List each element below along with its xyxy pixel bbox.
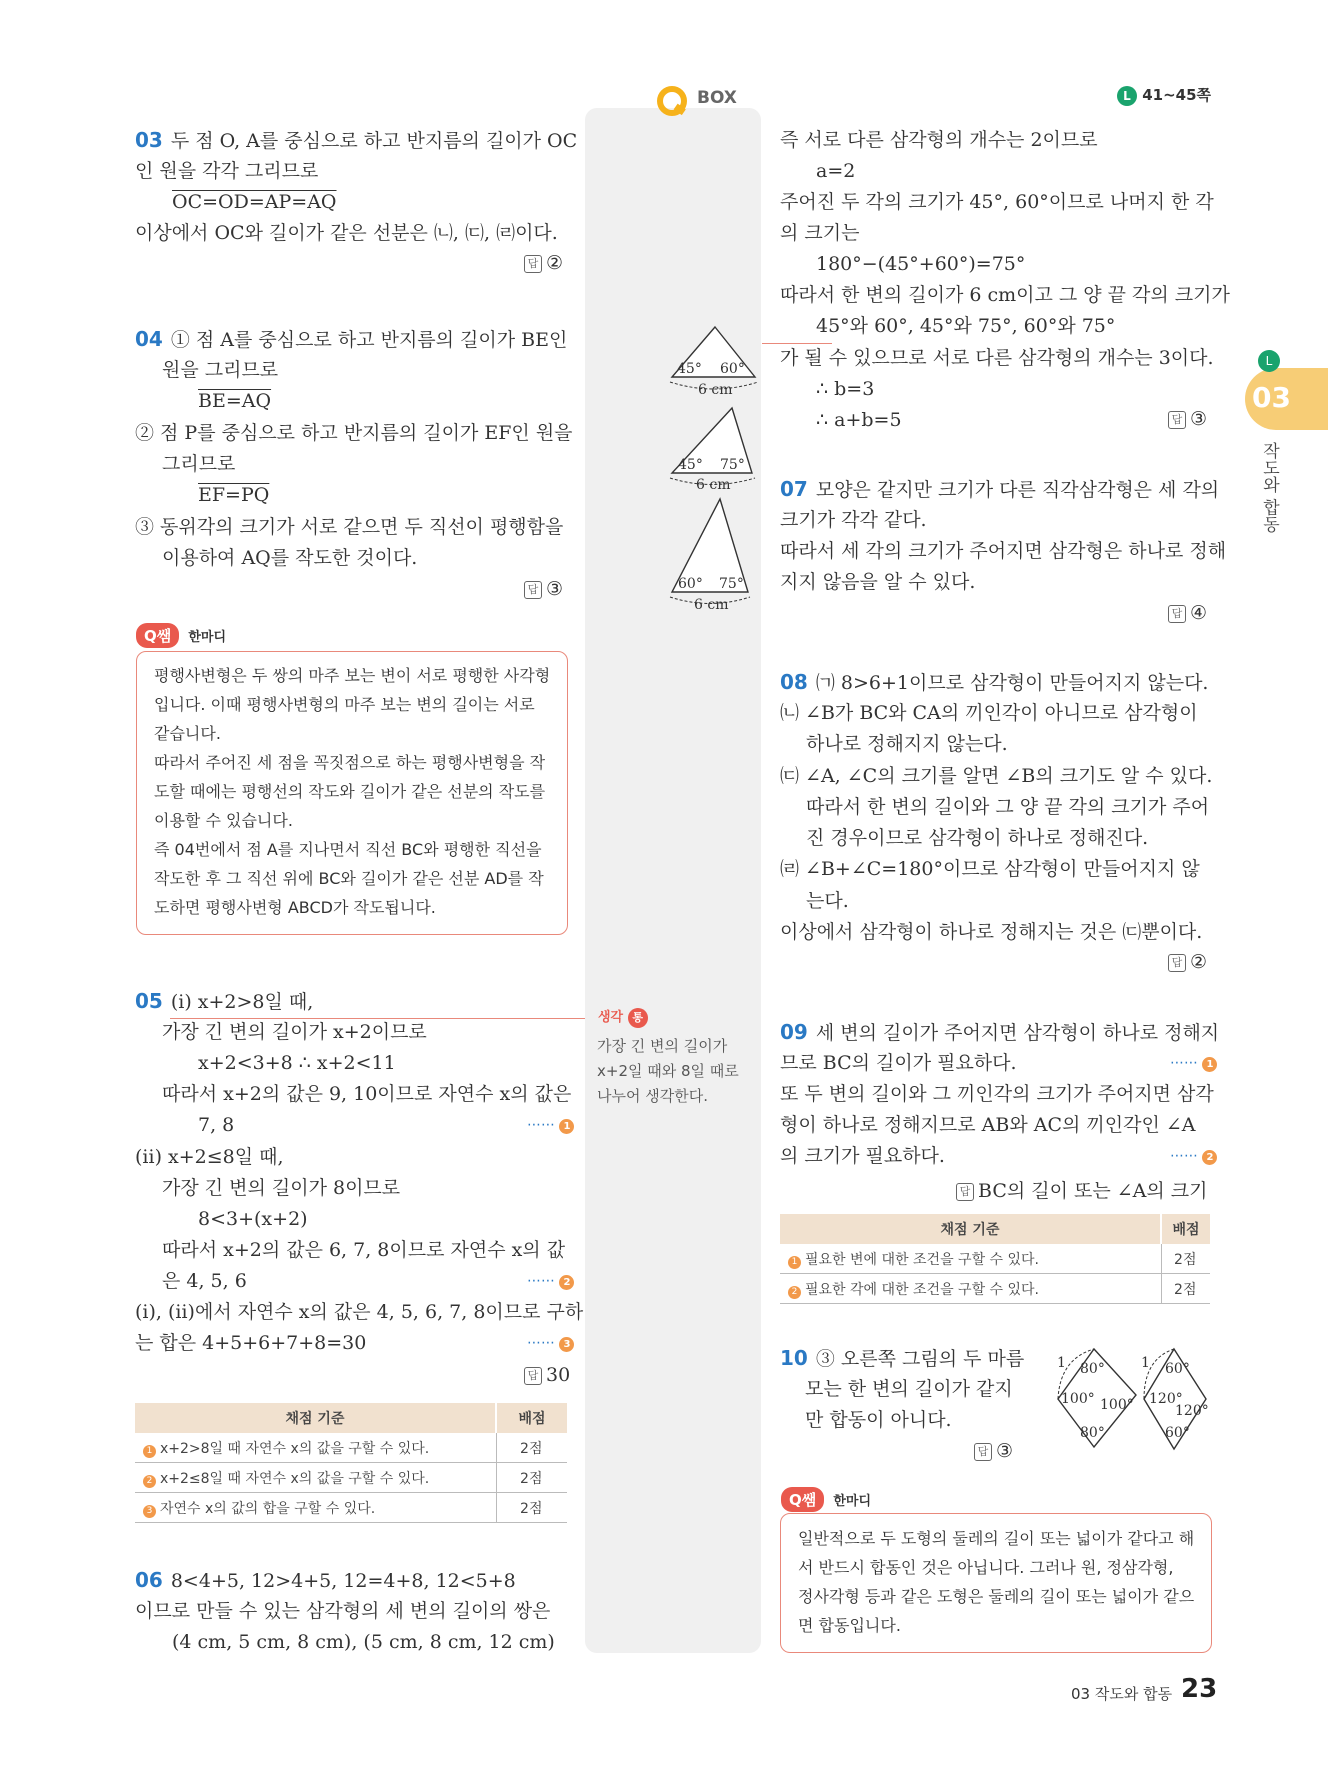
p05-line5: 7, 8 [198, 1114, 235, 1136]
think-line: 나누어 생각한다. [597, 1087, 708, 1105]
rhombus-figure-1 [1050, 1345, 1142, 1455]
svg-text:60°: 60° [1165, 1361, 1190, 1377]
p07-line3: 따라서 세 각의 크기가 주어지면 삼각형은 하나로 정해 [780, 540, 1227, 562]
svg-text:120°: 120° [1175, 1403, 1209, 1419]
tip1-line: 같습니다. [154, 724, 221, 743]
svg-text:6 cm: 6 cm [698, 382, 733, 398]
tip2-line: 일반적으로 두 도형의 둘레의 길이 또는 넓이가 같다고 해 [798, 1529, 1195, 1548]
svg-text:100°: 100° [1061, 1391, 1095, 1407]
triangle-figure-1 [660, 322, 760, 400]
p04-line5: 그리므로 [162, 453, 236, 475]
p06c-line3: 주어진 두 각의 크기가 45°, 60°이므로 나머지 한 각 [780, 191, 1214, 213]
svg-text:120°: 120° [1149, 1391, 1183, 1407]
p07-line1: 07 모양은 같지만 크기가 다른 직각삼각형은 세 각의 [780, 477, 1220, 501]
answer-icon: 답 [974, 1443, 992, 1461]
score-head-points: 배점 [496, 1403, 567, 1433]
p03-line1: 03 두 점 O, A를 중심으로 하고 반지름의 길이가 OC [135, 128, 578, 152]
p06-answer: 답 ③ [1168, 408, 1207, 430]
table-row: 2 x+2≤8일 때 자연수 x의 값을 구할 수 있다. 2점 [135, 1463, 567, 1493]
p08-line5: 따라서 한 변의 길이와 그 양 끝 각의 크기가 주어 [806, 796, 1210, 818]
p10-line1: 10 ③ 오른쪽 그림의 두 마름 [780, 1346, 1025, 1370]
tip1-line: 평행사변형은 두 쌍의 마주 보는 변이 서로 평행한 사각형 [154, 666, 551, 685]
svg-text:75°: 75° [720, 457, 745, 473]
p05-connector-line [170, 1018, 585, 1019]
answer-icon: 답 [1168, 411, 1186, 429]
p04-line4: ② 점 P를 중심으로 하고 반지름의 길이가 EF인 원을 [135, 422, 573, 444]
score-head-criteria: 채점 기준 [135, 1403, 496, 1433]
p09-line3: 또 두 변의 길이와 그 끼인각의 크기가 주어지면 삼각 [780, 1083, 1214, 1105]
q-logo-icon [655, 84, 691, 120]
svg-text:80°: 80° [1080, 1361, 1105, 1377]
page-range: L 41~45쪽 [1117, 84, 1211, 106]
p05-line1: 05 (ⅰ) x+2>8일 때, [135, 989, 314, 1013]
p08-line4: ㈂ ∠A, ∠C의 크기를 알면 ∠B의 크기도 알 수 있다. [780, 765, 1213, 787]
tip2-line: 서 반드시 합동인 것은 아닙니다. 그러나 원, 정삼각형, [798, 1558, 1174, 1577]
tip2-line: 면 합동입니다. [798, 1616, 901, 1635]
p09-line5: 의 크기가 필요하다. [780, 1145, 945, 1167]
p09-step1: ⋯⋯ 1 [1170, 1055, 1217, 1072]
p06-line1: 06 8<4+5, 12>4+5, 12=4+8, 12<5+8 [135, 1568, 516, 1592]
p07-answer: 답 ④ [1168, 602, 1207, 624]
p05-answer: 답 30 [524, 1364, 570, 1386]
p06c-line6: 따라서 한 변의 길이가 6 cm이고 그 양 끝 각의 크기가 [780, 284, 1230, 306]
p07-line4: 지지 않음을 알 수 있다. [780, 571, 976, 593]
tip2-badge: Q쌤 [781, 1487, 824, 1512]
svg-text:100°: 100° [1100, 1397, 1134, 1413]
table-row: 3 자연수 x의 값의 합을 구할 수 있다. 2점 [135, 1493, 567, 1523]
box-label: BOX [697, 88, 737, 108]
p06-line2: 이므로 만들 수 있는 삼각형의 세 변의 길이의 쌍은 [135, 1600, 551, 1622]
tip1-line: 따라서 주어진 세 점을 꼭짓점으로 하는 평행사변형을 작 [154, 753, 546, 772]
p05-line10: 은 4, 5, 6 [162, 1270, 247, 1292]
p03-answer: 답 ② [524, 252, 563, 274]
p06c-line4: 의 크기는 [780, 222, 860, 244]
answer-icon: 답 [956, 1183, 974, 1201]
triangle-connector-line [762, 343, 832, 344]
svg-text:80°: 80° [1080, 1425, 1105, 1441]
answer-icon: 답 [1168, 605, 1186, 623]
p05-line12: 는 합은 4+5+6+7+8=30 [135, 1332, 367, 1354]
svg-text:60°: 60° [1165, 1425, 1190, 1441]
svg-text:75°: 75° [719, 576, 744, 592]
p04-line7: ③ 동위각의 크기가 서로 같으면 두 직선이 평행함을 [135, 516, 564, 538]
p05-line4: 따라서 x+2의 값은 9, 10이므로 자연수 x의 값은 [162, 1083, 572, 1105]
p04-answer: 답 ③ [524, 578, 563, 600]
p06c-line9: ∴ b=3 [816, 378, 875, 400]
p06c-line2: a=2 [816, 160, 856, 182]
answer-icon: 답 [524, 255, 542, 273]
tip1-line: 이용할 수 있습니다. [154, 811, 293, 830]
think-line: 가장 긴 변의 길이가 [597, 1037, 728, 1055]
svg-text:1: 1 [1057, 1355, 1066, 1371]
qbox-header [655, 84, 737, 124]
p06c-line5: 180°−(45°+60°)=75° [816, 253, 1026, 275]
p03-line3: OC=OD=AP=AQ [172, 191, 337, 213]
lesson-icon: L [1117, 86, 1137, 106]
table-row: 1 필요한 변에 대한 조건을 구할 수 있다. 2점 [780, 1244, 1210, 1274]
p04-line1: 04 ① 점 A를 중심으로 하고 반지름의 길이가 BE인 [135, 327, 568, 351]
p07-line2: 크기가 각각 같다. [780, 509, 927, 531]
svg-text:45°: 45° [678, 457, 703, 473]
triangle-figure-2 [660, 405, 760, 493]
p09-line2: 므로 BC의 길이가 필요하다. [780, 1052, 1017, 1074]
p10-answer: 답 ③ [974, 1440, 1013, 1462]
footer-chapter: 03 작도와 합동 [1071, 1685, 1173, 1703]
tip2-title: 한마디 [833, 1494, 872, 1509]
svg-text:45°: 45° [677, 361, 702, 377]
p06-line3: (4 cm, 5 cm, 8 cm), (5 cm, 8 cm, 12 cm) [172, 1631, 555, 1653]
p09-answer: 답 BC의 길이 또는 ∠A의 크기 [956, 1176, 1207, 1203]
score-table-09 [780, 1214, 1210, 1304]
think-line: x+2일 때와 8일 때로 [597, 1062, 739, 1080]
svg-text:6 cm: 6 cm [696, 477, 731, 493]
p04-line2: 원을 그리므로 [162, 359, 279, 381]
p09-line1: 09 세 변의 길이가 주어지면 삼각형이 하나로 정해지 [780, 1020, 1220, 1044]
tip1-line: 즉 04번에서 점 A를 지나면서 직선 BC와 평행한 직선을 [154, 840, 542, 859]
p10-line2: 모는 한 변의 길이가 같지 [805, 1378, 1013, 1400]
p05-line11: (ⅰ), (ⅱ)에서 자연수 x의 값은 4, 5, 6, 7, 8이므로 구하 [135, 1301, 584, 1323]
chapter-tab-lesson-icon: L [1258, 350, 1280, 372]
chapter-tab-number: 03 [1252, 381, 1291, 414]
p08-line6: 진 경우이므로 삼각형이 하나로 정해진다. [806, 827, 1149, 849]
p05-line2: 가장 긴 변의 길이가 x+2이므로 [162, 1021, 427, 1043]
rhombus-figure-2 [1140, 1345, 1220, 1455]
p04-line8: 이용하여 AQ를 작도한 것이다. [162, 547, 418, 569]
p06c-line8: 가 될 수 있으므로 서로 다른 삼각형의 개수는 3이다. [780, 347, 1214, 369]
answer-icon: 답 [524, 581, 542, 599]
p05-line9: 따라서 x+2의 값은 6, 7, 8이므로 자연수 x의 값 [162, 1239, 566, 1261]
tip1-header [136, 623, 226, 648]
tip1-line: 작도한 후 그 직선 위에 BC와 길이가 같은 선분 AD를 작 [154, 869, 544, 888]
p06c-line1: 즉 서로 다른 삼각형의 개수는 2이므로 [780, 129, 1098, 151]
p08-line3: 하나로 정해지지 않는다. [806, 733, 1008, 755]
table-row: 1 x+2>8일 때 자연수 x의 값을 구할 수 있다. 2점 [135, 1433, 567, 1463]
p05-line3: x+2<3+8 ∴ x+2<11 [198, 1052, 396, 1074]
p05-line7: 가장 긴 변의 길이가 8이므로 [162, 1177, 401, 1199]
table-row: 2 필요한 각에 대한 조건을 구할 수 있다. 2점 [780, 1274, 1210, 1304]
p03-line4: 이상에서 OC와 길이가 같은 선분은 ㈁, ㈂, ㈃이다. [135, 222, 558, 244]
p05-step2: ⋯⋯ 2 [527, 1273, 574, 1290]
p06c-line10: ∴ a+b=5 [816, 409, 902, 431]
svg-text:60°: 60° [678, 576, 703, 592]
score-head-points: 배점 [1161, 1214, 1210, 1244]
score-head-criteria: 채점 기준 [780, 1214, 1161, 1244]
p10-line3: 만 합동이 아니다. [805, 1409, 952, 1431]
svg-text:60°: 60° [720, 361, 745, 377]
score-table-05 [135, 1403, 567, 1523]
chapter-tab-title: 작도와 합동 [1259, 442, 1279, 533]
p08-line9: 이상에서 삼각형이 하나로 정해지는 것은 ㈂뿐이다. [780, 921, 1203, 943]
p08-answer: 답 ② [1168, 951, 1207, 973]
p03-line2: 인 원을 각각 그리므로 [135, 160, 319, 182]
p05-line8: 8<3+(x+2) [198, 1208, 308, 1230]
svg-text:6 cm: 6 cm [694, 597, 729, 613]
p05-line6: (ⅱ) x+2≤8일 때, [135, 1146, 284, 1168]
p05-step1: ⋯⋯ 1 [527, 1117, 574, 1134]
think-label: 생각 통 [598, 1006, 648, 1028]
answer-icon: 답 [524, 1367, 542, 1385]
p06c-line7: 45°와 60°, 45°와 75°, 60°와 75° [816, 315, 1116, 337]
p04-line3: BE=AQ [198, 390, 272, 412]
tip2-header [781, 1487, 871, 1512]
tip1-title: 한마디 [188, 630, 227, 645]
tip1-line: 도할 때에는 평행선의 작도와 길이가 같은 선분의 작도를 [154, 782, 546, 801]
tip1-line: 도하면 평행사변형 ABCD가 작도됩니다. [154, 898, 436, 917]
p09-step2: ⋯⋯ 2 [1170, 1148, 1217, 1165]
p05-step3: ⋯⋯ 3 [527, 1335, 574, 1352]
p04-line6: EF=PQ [198, 484, 270, 506]
p08-line8: 는다. [806, 890, 849, 912]
page-number: 23 [1181, 1674, 1218, 1704]
p09-line4: 형이 하나로 정해지므로 AB와 AC의 끼인각인 ∠A [780, 1114, 1196, 1136]
p08-line7: ㈃ ∠B+∠C=180°이므로 삼각형이 만들어지지 않 [780, 858, 1200, 880]
p08-line2: ㈁ ∠B가 BC와 CA의 끼인각이 아니므로 삼각형이 [780, 702, 1198, 724]
svg-text:1: 1 [1141, 1355, 1150, 1371]
p08-line1: 08 ㈀ 8>6+1이므로 삼각형이 만들어지지 않는다. [780, 670, 1209, 694]
think-badge: 통 [628, 1008, 648, 1028]
answer-icon: 답 [1168, 954, 1186, 972]
tip1-line: 입니다. 이때 평행사변형의 마주 보는 변의 길이는 서로 [154, 695, 535, 714]
tip1-badge: Q쌤 [136, 623, 179, 648]
triangle-figure-3 [660, 496, 760, 614]
tip2-line: 정사각형 등과 같은 도형은 둘레의 길이 또는 넓이가 같으 [798, 1587, 1195, 1606]
